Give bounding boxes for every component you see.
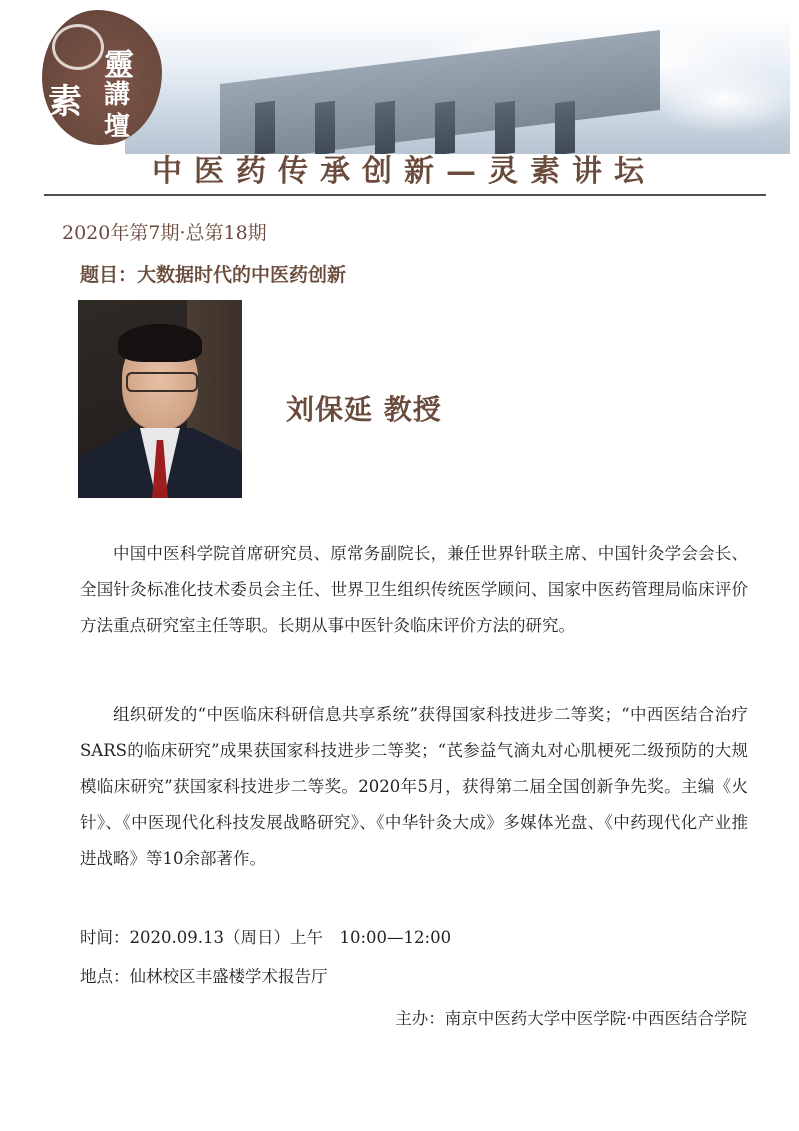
lecture-location: 地点：仙林校区丰盛楼学术报告厅 <box>80 967 328 986</box>
speaker-name: 刘保延 教授 <box>286 393 442 426</box>
issue-number: 2020年第7期·总第18期 <box>62 222 267 244</box>
lecture-time: 时间：2020.09.13（周日）上午 10:00—12:00 <box>80 928 452 947</box>
speaker-photo <box>78 300 242 498</box>
logo-char-ling: 靈 <box>104 48 134 83</box>
header-banner-image <box>125 14 790 154</box>
logo-char-jiang: 講 <box>104 80 131 110</box>
logo-char-su: 素 <box>48 82 82 122</box>
logo-seal-mark <box>52 24 104 70</box>
title-divider <box>44 194 766 196</box>
lecture-topic: 题目：大数据时代的中医药创新 <box>80 264 347 286</box>
organizer: 主办：南京中医药大学中医学院·中西医结合学院 <box>395 1009 747 1028</box>
logo-char-tan: 壇 <box>104 112 131 142</box>
page-title: 中医药传承创新—灵素讲坛 <box>152 154 656 189</box>
bio-paragraph: 中国中医科学院首席研究员、原常务副院长，兼任世界针联主席、中国针灸学会会长、全国针灸标准化技术委员会主任、世界卫生组织传统医学顾问、国家中医药管理局临床评价方法重点研究室主任等职。长期从事中医针灸临床评价方法的研究。 <box>80 544 748 635</box>
bio-paragraph: 组织研发的“中医临床科研信息共享系统”获得国家科技进步二等奖；“中西医结合治疗SARS的临床研究”成果获国家科技进步二等奖；“芪参益气滴丸对心肌梗死二级预防的大规模临床研究”获国家科技进步二等奖。2020年5月，获得第二届全国创新争先奖。主编《火针》、《中医现代化科技发展战略研究》、《中华针灸大成》多媒体光盘、《中药现代化产业推进战略》等10余部著作。 <box>80 705 748 868</box>
